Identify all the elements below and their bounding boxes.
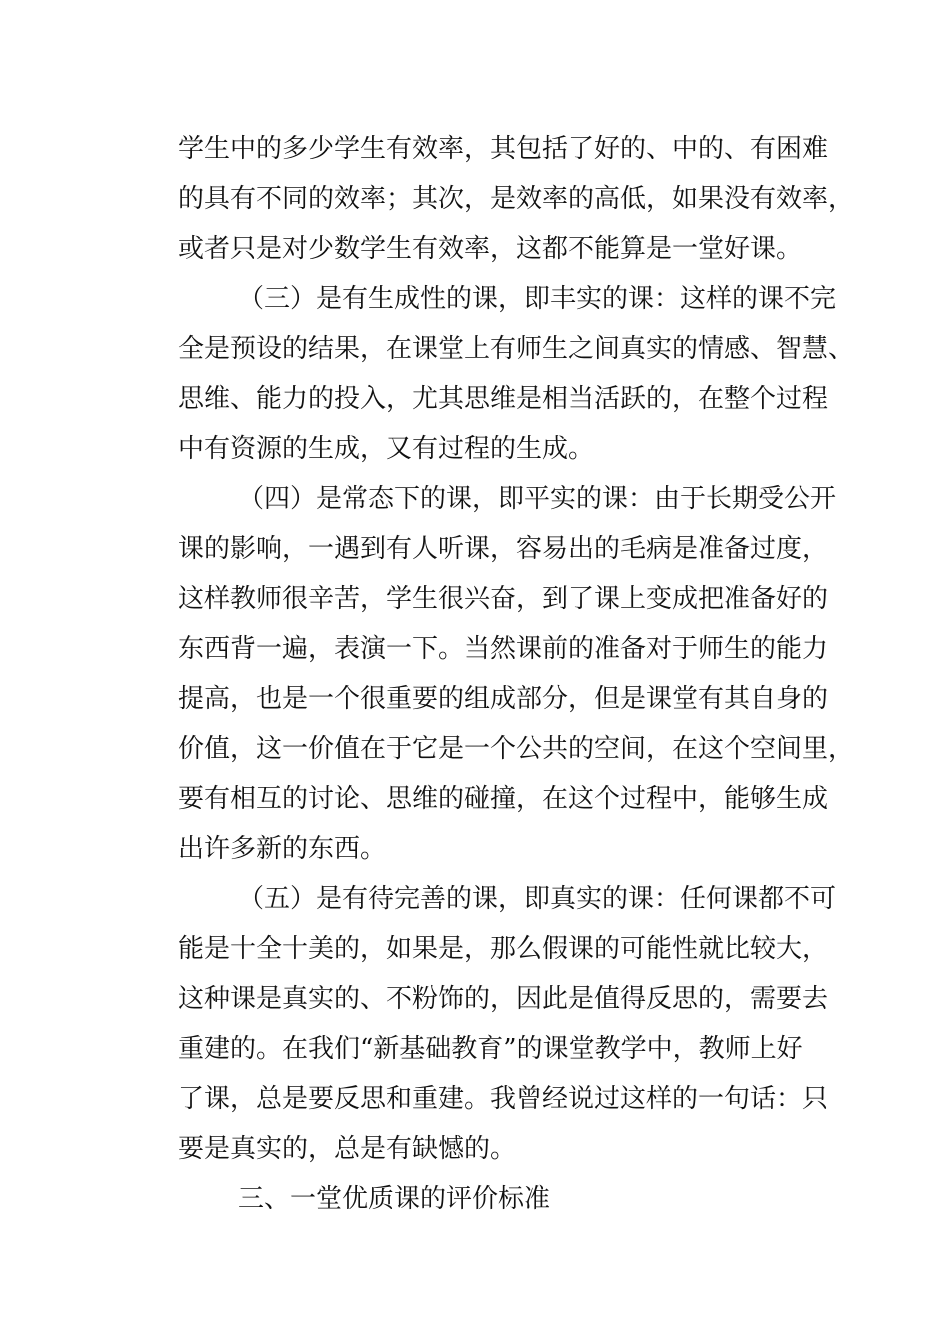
text-line: 了课，总是要反思和重建。我曾经说过这样的一句话：只 bbox=[178, 1084, 829, 1114]
text-line: 能是十全十美的，如果是，那么假课的可能性就比较大， bbox=[178, 934, 829, 964]
paragraph-start-line: （四）是常态下的课，即平实的课：由于长期受公开 bbox=[238, 484, 837, 514]
text-line: 重建的。在我们“新基础教育”的课堂教学中，教师上好 bbox=[178, 1034, 803, 1064]
section-heading: 三、一堂优质课的评价标准 bbox=[238, 1184, 551, 1214]
text-line: 这样教师很辛苦，学生很兴奋，到了课上变成把准备好的 bbox=[178, 584, 829, 614]
text-line: 课的影响，一遇到有人听课，容易出的毛病是准备过度， bbox=[178, 534, 829, 564]
text-line: 学生中的多少学生有效率，其包括了好的、中的、有困难 bbox=[178, 134, 829, 164]
text-line: 东西背一遍，表演一下。当然课前的准备对于师生的能力 bbox=[178, 634, 829, 664]
text-line: 或者只是对少数学生有效率，这都不能算是一堂好课。 bbox=[178, 234, 803, 264]
text-line: 思维、能力的投入，尤其思维是相当活跃的，在整个过程 bbox=[178, 384, 829, 414]
paragraph-start-line: （五）是有待完善的课，即真实的课：任何课都不可 bbox=[238, 884, 837, 914]
text-line: 中有资源的生成，又有过程的生成。 bbox=[178, 434, 595, 464]
text-line: 全是预设的结果，在课堂上有师生之间真实的情感、智慧、 bbox=[178, 334, 855, 364]
text-line: 的具有不同的效率；其次，是效率的高低，如果没有效率， bbox=[178, 184, 855, 214]
text-line: 要有相互的讨论、思维的碰撞，在这个过程中，能够生成 bbox=[178, 784, 829, 814]
text-line: 要是真实的，总是有缺憾的。 bbox=[178, 1134, 517, 1164]
text-line: 出许多新的东西。 bbox=[178, 834, 387, 864]
text-line: 这种课是真实的、不粉饰的，因此是值得反思的，需要去 bbox=[178, 984, 829, 1014]
paragraph-start-line: （三）是有生成性的课，即丰实的课：这样的课不完 bbox=[238, 284, 837, 314]
text-line: 提高，也是一个很重要的组成部分，但是课堂有其自身的 bbox=[178, 684, 829, 714]
text-line: 价值，这一价值在于它是一个公共的空间，在这个空间里， bbox=[178, 734, 855, 764]
